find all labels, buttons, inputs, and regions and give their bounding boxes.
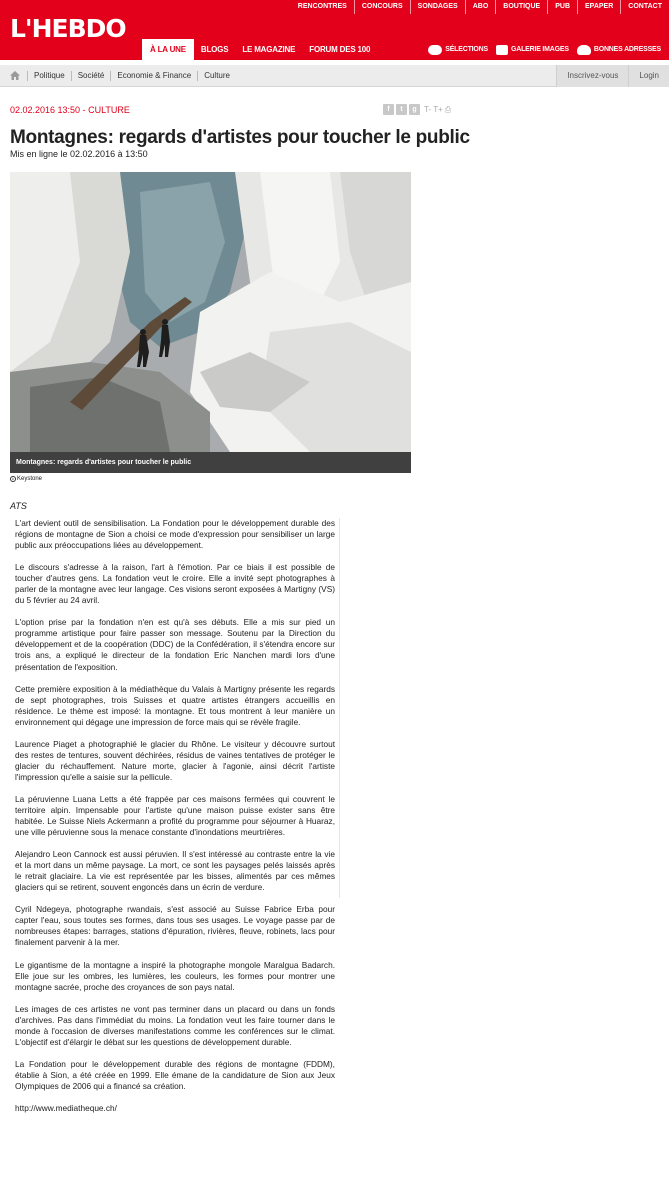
column-divider — [339, 518, 340, 898]
category-societe[interactable]: Société — [71, 71, 111, 81]
article-body — [15, 518, 335, 1114]
nav-selections-label: SÉLECTIONS — [445, 46, 488, 53]
image-credit-label: Keystone — [17, 476, 43, 482]
nav-le-magazine[interactable]: LE MAGAZINE — [242, 45, 296, 54]
twitter-icon[interactable]: t — [396, 104, 407, 115]
article-paragraph: La péruvienne Luana Letts a été frappée par ces maisons fermées qui couvrent le territoire alpin. Impensable pour l'artiste qu'une maison puisse exister sans être habitée. Le Suisse Niels Ackermann a profité du programme pour séjourner à Huaraz, une ville péruvienne sous la menace constante d'inondations meurtrières. — [15, 793, 335, 838]
top-link-boutique[interactable]: BOUTIQUE — [495, 0, 547, 14]
article-photo — [10, 172, 411, 473]
top-link-concours[interactable]: CONCOURS — [354, 0, 410, 14]
top-link-sondages[interactable]: SONDAGES — [410, 0, 465, 14]
speech-bubble-icon — [428, 45, 442, 55]
site-logo[interactable]: L'HEBDO — [10, 14, 126, 43]
nav-forum-des-100[interactable]: FORUM DES 100 — [309, 45, 371, 54]
article-paragraph: Cyril Ndegeya, photographe rwandais, s'est associé au Suisse Fabrice Erba pour capter l'eau, sous toutes ses formes, dans tous ses usages. Le voyage passe par de nombreuses étapes: barrages, stations d'épuration, rivières, fleuve, robinets, lacs pour finalement parvenir à la mer. — [15, 904, 335, 948]
print-icon[interactable]: ⎙ — [444, 104, 452, 114]
font-size-controls[interactable]: T- T+ — [424, 105, 443, 114]
nav-blogs[interactable]: BLOGS — [200, 45, 229, 54]
top-link-contact[interactable]: CONTACT — [620, 0, 669, 14]
published-date: Mis en ligne le 02.02.2016 à 13:50 — [10, 149, 148, 159]
category-bar — [0, 65, 669, 87]
glacier-photo — [10, 172, 411, 473]
account-links — [556, 65, 669, 87]
category-politique[interactable]: Politique — [27, 71, 71, 81]
camera-icon — [496, 45, 508, 55]
image-credit — [10, 476, 42, 482]
top-link-abo[interactable]: ABO — [465, 0, 496, 14]
top-link-pub[interactable]: PUB — [547, 0, 577, 14]
image-caption: Montagnes: regards d'artistes pour toucher le public — [10, 452, 411, 473]
article-paragraph: L'art devient outil de sensibilisation. La Fondation pour le développement durable des régions de montagne de Sion a choisi ce mode d'expression pour sensibiliser un large public aux préoccupations liées au développement. — [15, 518, 335, 551]
mediatheque-link[interactable]: http://www.mediatheque.ch/ — [15, 1102, 117, 1113]
article-paragraph: Le gigantisme de la montagne a inspiré la photographe mongole Maralgua Badarch. Elle joue sur les ombres, les lumières, les couleurs, les formes pour montrer une montagne sacrée, proche des croyances de son pays natal. — [15, 959, 335, 992]
article-dateline: 02.02.2016 13:50 - CULTURE — [10, 105, 130, 115]
login-button[interactable]: Login — [628, 65, 669, 87]
masthead — [0, 0, 669, 60]
nav-bonnes-adresses[interactable] — [577, 45, 661, 55]
category-culture[interactable]: Culture — [197, 71, 236, 81]
article-paragraph: Cette première exposition à la médiathèque du Valais à Martigny présente les regards de sept photographes, trois Suisses et quatre artistes étrangers accueillis en résidence. Le thème est imposé: la montagne. Et tous montrent à leur manière un environnement qui dégage une impression de force mais qui se révèle fragile. — [15, 683, 335, 727]
article-paragraph: Le discours s'adresse à la raison, l'art à l'émotion. Par ce biais il est possible de toucher d'autres gens. La fondation veut le croire. Elle a invité sept photographes à parler de la montagne avec leur langage. Ces visions seront exposées à Martigny (VS) du 5 février au 24 avril. — [15, 562, 335, 606]
category-links — [27, 65, 236, 87]
top-link-epaper[interactable]: EPAPER — [577, 0, 620, 14]
nav-a-la-une[interactable]: À LA UNE — [142, 39, 194, 60]
nav-galerie-images-label: GALERIE IMAGES — [510, 46, 569, 53]
cloud-icon — [577, 45, 591, 55]
share-tools — [383, 104, 451, 115]
article-source: ATS — [10, 501, 27, 511]
article-paragraph: La Fondation pour le développement durable des régions de montagne (FDDM), établie à Sion, a été créée en 1999. Elle émane de la candidature de Sion aux Jeux Olympiques de 2006 qui a financé sa création. — [15, 1058, 335, 1091]
article-paragraph: Alejandro Leon Cannock est aussi péruvien. Il s'est intéressé au contraste entre la vie et la mort dans un même paysage. La mort, ce sont les paysages pelés laissés après le retrait glaciaire. La vie est représentée par les bisses, alimentés par ces mêmes glaciers qui se retirent, souvent engoncés dans un écrin de verdure. — [15, 849, 335, 893]
category-economie-finance[interactable]: Economie & Finance — [110, 71, 197, 81]
article-title: Montagnes: regards d'artistes pour toucher le public — [10, 127, 470, 148]
top-link-rencontres[interactable]: RENCONTRES — [297, 3, 347, 10]
copyright-icon: c — [12, 476, 14, 481]
article-paragraph: Laurence Piaget a photographié le glacier du Rhône. Le visiteur y découvre surtout des restes de tentures, souvent déchirées, résidus de vaines tentatives de protéger le glacier du réchauffement. Nature morte, glacier à l'agonie, ainsi décrit l'artiste l'impression qu'elle a saisie sur la pellicule. — [15, 738, 335, 782]
google-plus-icon[interactable]: g — [409, 104, 420, 115]
home-icon[interactable] — [10, 71, 20, 80]
nav-galerie-images[interactable] — [496, 45, 569, 55]
article-paragraph: L'option prise par la fondation n'en est qu'à ses débuts. Elle a mis sur pied un programme artistique pour faire passer son message. Soutenu par la Direction du développement et de la coopération (DDC) de la Confédération, il s'étendra encore sur trois ans, a expliqué le directeur de la fondation Eric Nanchen mardi lors d'une présentation de l'exposition. — [15, 617, 335, 672]
subscribe-button[interactable]: Inscrivez-vous — [556, 65, 628, 87]
right-nav — [428, 39, 669, 60]
top-links — [291, 0, 669, 14]
article-paragraph: Les images de ces artistes ne vont pas terminer dans un placard ou dans un fonds d'archives. Pas dans l'immédiat du moins. La fondation veut les faire tourner dans le monde à l'occasion de diverses manifestations comme les conférences sur le climat. L'objectif est d'élargir le débat sur les questions de développement durable. — [15, 1003, 335, 1047]
nav-bonnes-adresses-label: BONNES ADRESSES — [593, 46, 661, 53]
facebook-icon[interactable]: f — [383, 104, 394, 115]
nav-selections[interactable] — [428, 45, 488, 55]
main-nav — [142, 39, 377, 60]
